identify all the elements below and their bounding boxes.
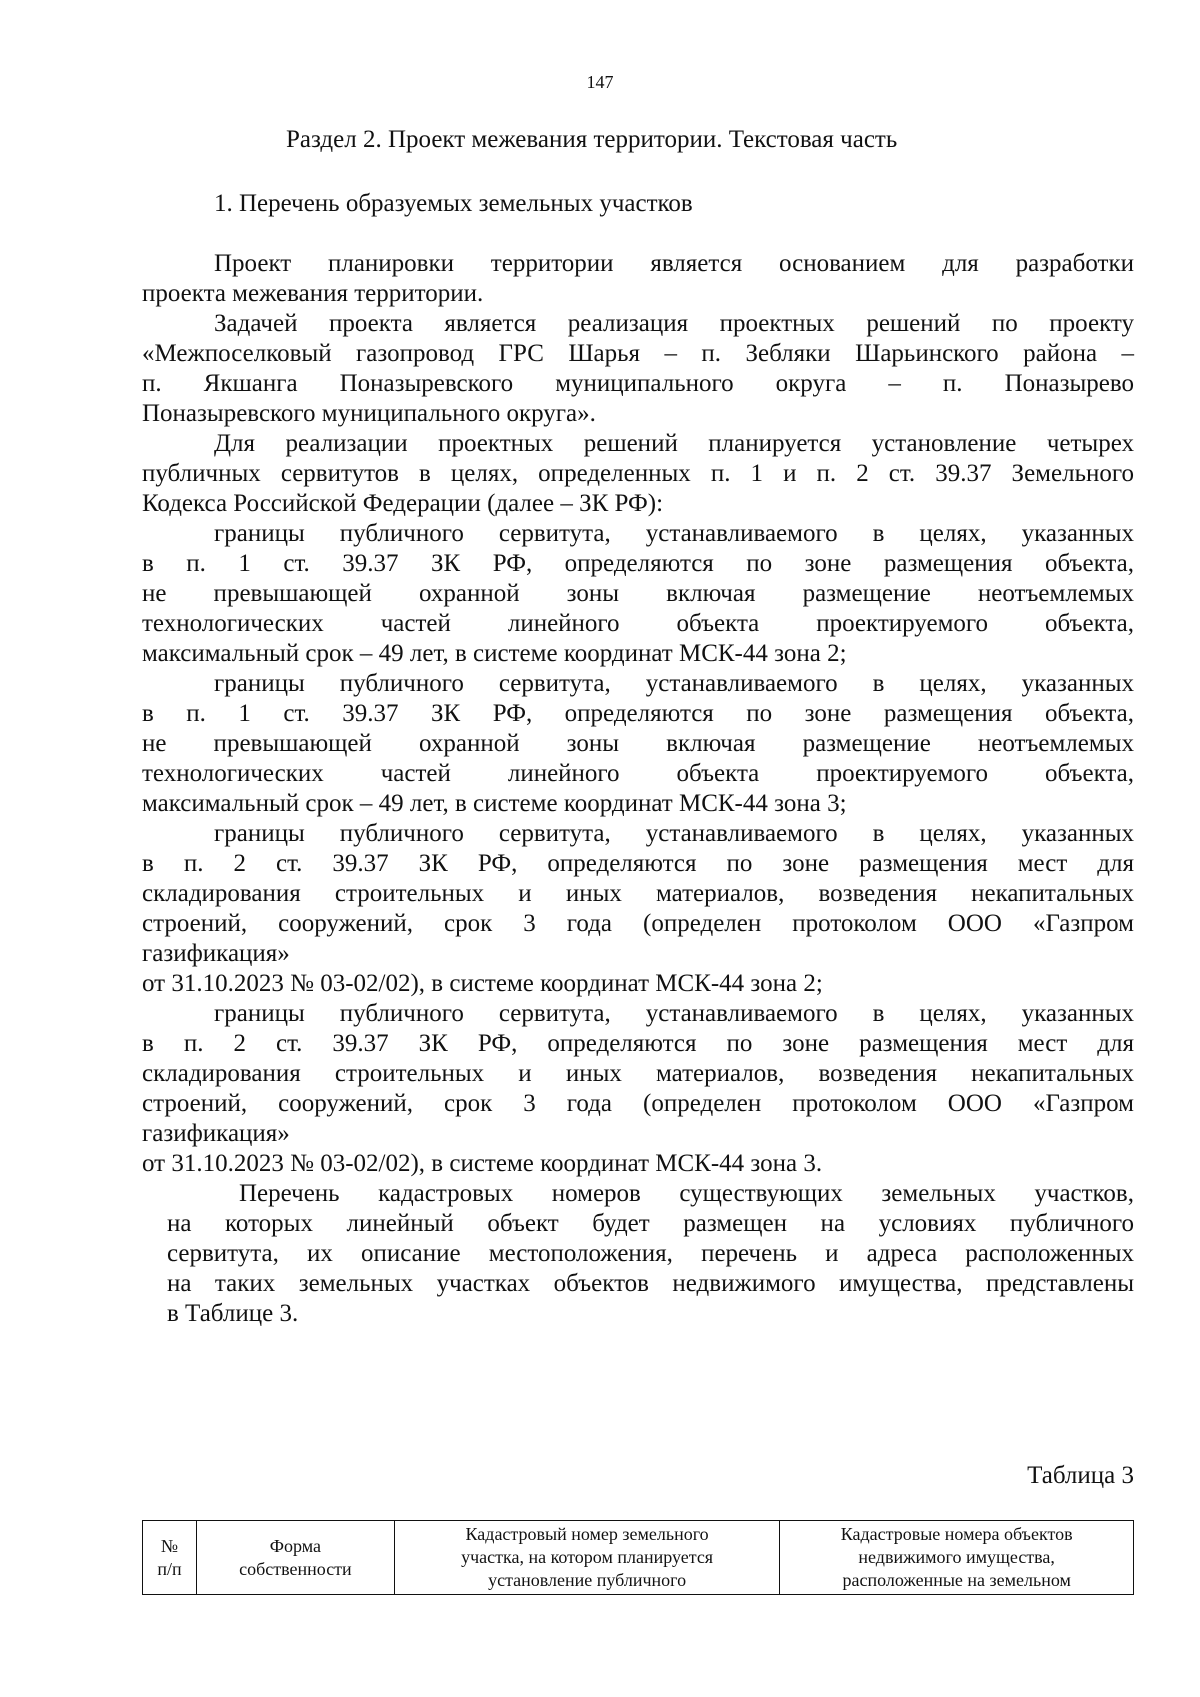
text-line: сервитута, их описание местоположения, перечень и адреса расположенных bbox=[167, 1240, 1134, 1267]
paragraph-planning-basis bbox=[142, 249, 1134, 309]
table-header-row bbox=[143, 1521, 1134, 1595]
text-line: Проект планировки территории является основанием для разработки bbox=[214, 250, 1134, 277]
text-line: на которых линейный объект будет размещен на условиях публичного bbox=[167, 1210, 1134, 1237]
text-line: технологических частей линейного объекта проектируемого объекта, bbox=[142, 610, 1134, 637]
header-text: Форма bbox=[269, 1535, 321, 1556]
paragraph-servitudes-intro bbox=[142, 429, 1134, 519]
paragraph-table-reference bbox=[142, 1179, 1134, 1329]
paragraph-servitude-3 bbox=[142, 819, 1134, 999]
text-line: не превышающей охранной зоны включая размещение неотъемлемых bbox=[142, 580, 1134, 607]
text-line: от 31.10.2023 № 03-02/02), в системе координат МСК-44 зона 2; bbox=[142, 970, 823, 997]
paragraph-servitude-4 bbox=[142, 999, 1134, 1179]
header-text: установление публичного bbox=[488, 1570, 687, 1590]
text-line: максимальный срок – 49 лет, в системе координат МСК-44 зона 2; bbox=[142, 640, 847, 667]
header-text: № bbox=[160, 1535, 179, 1556]
text-line: технологических частей линейного объекта проектируемого объекта, bbox=[142, 760, 1134, 787]
header-text: Кадастровые номера объектов bbox=[840, 1524, 1073, 1544]
text-line: Перечень кадастровых номеров существующих земельных участков, bbox=[239, 1180, 1134, 1207]
text-line: строений, сооружений, срок 3 года (определен протоколом ООО «Газпром bbox=[142, 1090, 1134, 1117]
text-line: границы публичного сервитута, устанавливаемого в целях, указанных bbox=[214, 1000, 1134, 1027]
header-ownership-form bbox=[196, 1521, 394, 1595]
page-number: 147 bbox=[586, 72, 614, 92]
header-number bbox=[143, 1521, 197, 1595]
table-3 bbox=[142, 1520, 1134, 1595]
text-line: в п. 1 ст. 39.37 ЗК РФ, определяются по зоне размещения объекта, bbox=[142, 700, 1134, 727]
text-line: максимальный срок – 49 лет, в системе координат МСК-44 зона 3; bbox=[142, 790, 847, 817]
text-line: Поназыревского муниципального округа». bbox=[142, 400, 596, 427]
header-cadastral-number bbox=[394, 1521, 780, 1595]
header-text: недвижимого имущества, bbox=[858, 1547, 1055, 1567]
text-line: складирования строительных и иных материалов, возведения некапитальных bbox=[142, 1060, 1134, 1087]
text-line: не превышающей охранной зоны включая размещение неотъемлемых bbox=[142, 730, 1134, 757]
header-text: Кадастровый номер земельного bbox=[465, 1524, 709, 1544]
text-line: в п. 1 ст. 39.37 ЗК РФ, определяются по зоне размещения объекта, bbox=[142, 550, 1134, 577]
text-line: границы публичного сервитута, устанавливаемого в целях, указанных bbox=[214, 670, 1134, 697]
paragraph-servitude-2 bbox=[142, 669, 1134, 819]
paragraph-project-task bbox=[142, 309, 1134, 429]
text-line: газификация» bbox=[142, 1120, 290, 1147]
table-caption: Таблица 3 bbox=[1027, 1462, 1134, 1489]
header-text: собственности bbox=[239, 1558, 352, 1579]
text-line: Задачей проекта является реализация проектных решений по проекту bbox=[214, 310, 1134, 337]
text-line: границы публичного сервитута, устанавливаемого в целях, указанных bbox=[214, 820, 1134, 847]
text-line: строений, сооружений, срок 3 года (определен протоколом ООО «Газпром bbox=[142, 910, 1134, 937]
header-text: п/п bbox=[157, 1558, 182, 1579]
header-real-estate-objects bbox=[780, 1521, 1134, 1595]
subsection-title: 1. Перечень образуемых земельных участков bbox=[214, 190, 693, 217]
body-text bbox=[142, 249, 1134, 1329]
text-line: п. Якшанга Поназыревского муниципального округа – п. Поназырево bbox=[142, 370, 1134, 397]
text-line: в п. 2 ст. 39.37 ЗК РФ, определяются по зоне размещения мест для bbox=[142, 1030, 1134, 1057]
text-line: публичных сервитутов в целях, определенных п. 1 и п. 2 ст. 39.37 Земельного bbox=[142, 460, 1134, 487]
header-text: расположенные на земельном bbox=[842, 1570, 1071, 1590]
text-line: от 31.10.2023 № 03-02/02), в системе координат МСК-44 зона 3. bbox=[142, 1150, 823, 1177]
text-line: в Таблице 3. bbox=[167, 1300, 299, 1327]
header-text: участка, на котором планируется bbox=[461, 1547, 714, 1567]
text-line: Кодекса Российской Федерации (далее – ЗК РФ): bbox=[142, 490, 664, 517]
text-line: границы публичного сервитута, устанавливаемого в целях, указанных bbox=[214, 520, 1134, 547]
section-title: Раздел 2. Проект межевания территории. Текстовая часть bbox=[286, 126, 898, 153]
text-line: складирования строительных и иных материалов, возведения некапитальных bbox=[142, 880, 1134, 907]
text-line: проекта межевания территории. bbox=[142, 280, 484, 307]
text-line: в п. 2 ст. 39.37 ЗК РФ, определяются по зоне размещения мест для bbox=[142, 850, 1134, 877]
paragraph-servitude-1 bbox=[142, 519, 1134, 669]
text-line: Для реализации проектных решений планируется установление четырех bbox=[214, 430, 1134, 457]
text-line: газификация» bbox=[142, 940, 290, 967]
text-line: на таких земельных участках объектов недвижимого имущества, представлены bbox=[167, 1270, 1134, 1297]
text-line: «Межпоселковый газопровод ГРС Шарья – п. Зебляки Шарьинского района – bbox=[142, 340, 1134, 367]
